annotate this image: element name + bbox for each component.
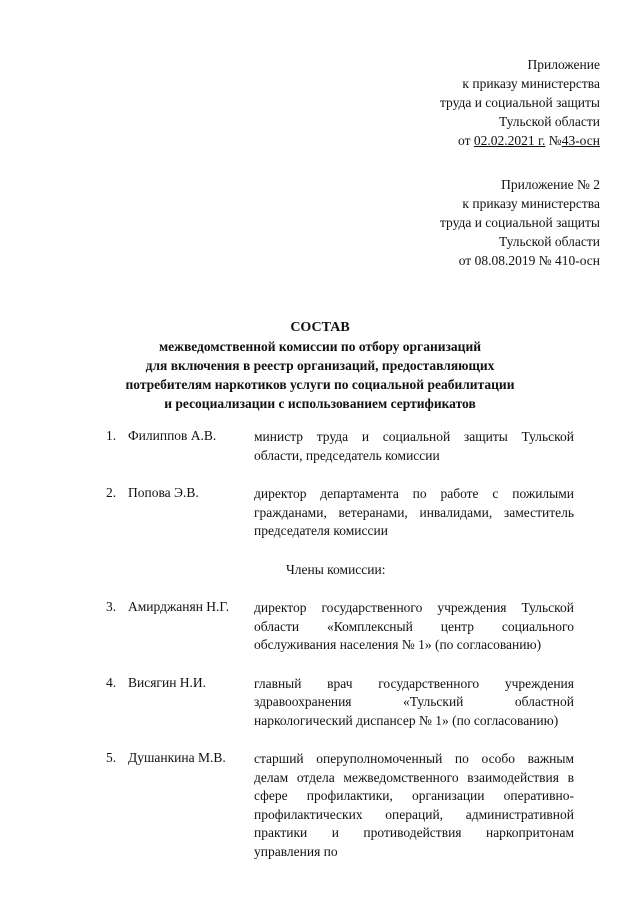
list-item [106, 428, 576, 465]
document-title: СОСТАВ [290, 320, 350, 335]
list-item [106, 675, 576, 731]
appendix-region: Тульской области [499, 114, 600, 129]
item-number: 3. [106, 599, 117, 614]
member-name: Филиппов А.В. [128, 428, 217, 443]
appendix-block-2 [440, 175, 600, 270]
heading-line: и ресоциализации с использованием сертификатов [164, 396, 476, 411]
item-number: 5. [106, 750, 117, 765]
appendix-label: Приложение [527, 57, 600, 72]
member-name: Душанкина М.В. [128, 750, 226, 765]
date-prefix: от [458, 133, 474, 148]
appendix-order-ref: к приказу министерства [462, 76, 600, 91]
list-item [106, 599, 576, 655]
member-list [106, 428, 576, 861]
heading-line: потребителям наркотиков услуги по социальной реабилитации [125, 377, 515, 392]
order-date: 02.02.2021 г. [473, 133, 546, 148]
document-heading [60, 318, 580, 413]
appendix-ministry: труда и социальной защиты [439, 215, 600, 230]
member-role: директор государственного учреждения Тульской области «Комплексный центр социального обслуживания населения № 1» (по согласованию) [254, 600, 574, 652]
heading-line: для включения в реестр организаций, предоставляющих [145, 358, 495, 373]
heading-line: межведомственной комиссии по отбору организаций [158, 339, 482, 354]
member-name: Амирджанян Н.Г. [128, 599, 230, 614]
appendix-order-ref: к приказу министерства [462, 196, 600, 211]
item-number: 4. [106, 674, 117, 690]
item-number: 1. [106, 428, 117, 443]
members-subheading: Члены комиссии: [286, 561, 386, 577]
member-role: старший оперуполномоченный по особо важным делам отдела межведомственного взаимодействия в сфере профилактики, организации оперативно-профилактических операций, административной практики и противодействия наркопритонам управления по [254, 751, 574, 859]
appendix-date-line [440, 131, 600, 150]
member-name: Висягин Н.И. [128, 674, 207, 690]
item-number: 2. [106, 485, 117, 500]
order-number: 43-осн [561, 133, 600, 148]
list-item [106, 750, 576, 861]
list-item [106, 485, 576, 541]
member-role: министр труда и социальной защиты Тульской области, председатель комиссии [254, 429, 574, 463]
member-name: Попова Э.В. [128, 485, 199, 500]
appendix-date-line: от 08.08.2019 № 410-осн [458, 253, 600, 268]
appendix-region: Тульской области [499, 234, 600, 249]
member-role: директор департамента по работе с пожилыми гражданами, ветеранами, инвалидами, заместитель председателя комиссии [254, 486, 574, 538]
appendix-ministry: труда и социальной защиты [439, 95, 600, 110]
number-prefix: № [545, 133, 562, 148]
appendix-label: Приложение № 2 [501, 177, 600, 192]
appendix-block-1 [440, 55, 600, 150]
member-role: главный врач государственного учреждения здравоохранения «Тульский областной наркологический диспансер № 1» (по согласованию) [254, 675, 574, 728]
